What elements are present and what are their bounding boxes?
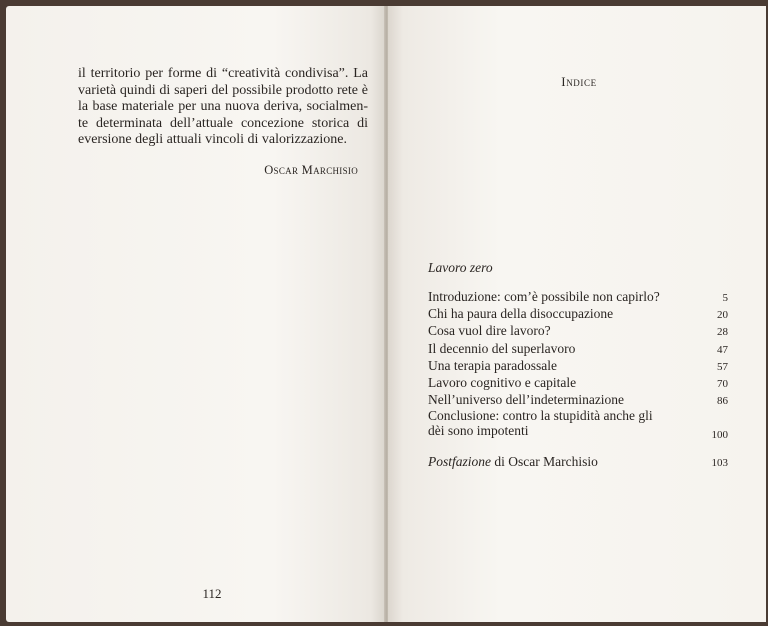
toc-entry bbox=[428, 341, 728, 358]
toc-entry-label: Chi ha paura della disoccupazione bbox=[428, 306, 614, 322]
toc-entry-label: Cosa vuol dire lavoro? bbox=[428, 323, 551, 339]
section-title: Lavoro zero bbox=[428, 260, 493, 275]
toc-entry-label bbox=[428, 454, 598, 469]
toc-entry-page: 100 bbox=[711, 429, 728, 442]
toc-entry-page: 86 bbox=[717, 395, 728, 408]
toc-entry bbox=[428, 358, 728, 375]
toc-entry-label: Lavoro cognitivo e capitale bbox=[428, 374, 577, 390]
index-heading bbox=[520, 74, 638, 90]
toc-entry-page: 103 bbox=[711, 457, 728, 469]
right-page bbox=[388, 6, 766, 622]
toc-entry-page: 70 bbox=[717, 377, 728, 390]
toc-entry-page: 47 bbox=[717, 343, 728, 356]
paragraph-line: te determinata dell’attuale concezione storica di bbox=[78, 115, 368, 131]
toc-entry bbox=[428, 323, 728, 340]
toc-entry-label: Introduzione: com’è possibile non capirlo? bbox=[428, 289, 660, 304]
author-signature bbox=[264, 163, 358, 178]
toc-entry bbox=[428, 289, 728, 306]
page-number: 112 bbox=[202, 586, 222, 601]
signature-text: Oscar Marchisio bbox=[264, 163, 358, 177]
toc-entry bbox=[428, 375, 728, 392]
toc-entry-label: Il decennio del superlavoro bbox=[428, 340, 576, 356]
postfazione-author: di Oscar Marchisio bbox=[491, 454, 598, 469]
postfazione-title: Postfazione bbox=[428, 454, 491, 469]
paragraph-line: la base materiale per una nuova deriva, socialmen- bbox=[78, 99, 368, 114]
index-heading-text: Indice bbox=[561, 74, 597, 89]
closing-paragraph bbox=[78, 66, 368, 149]
paragraph-line: eversione degli attuali vincoli di valorizzazione. bbox=[78, 132, 348, 147]
toc-entry-page: 20 bbox=[717, 309, 728, 322]
toc-entry-page: 28 bbox=[717, 326, 728, 339]
toc-entry-label: Conclusione: contro la stupidità anche gli dèi sono impotenti bbox=[428, 408, 653, 438]
toc-entry bbox=[428, 392, 728, 409]
toc-entry-postfazione bbox=[428, 454, 728, 470]
toc-entry-page: 5 bbox=[722, 292, 728, 304]
paragraph-line: varietà quindi di saperi del possibile prodotto rete è bbox=[78, 82, 368, 98]
paragraph-line: il territorio per forme di “creatività condivisa”. La bbox=[78, 66, 368, 81]
toc-entry-label: Nell’universo dell’indeterminazione bbox=[428, 392, 625, 408]
toc-entry bbox=[428, 306, 728, 323]
toc-entry bbox=[428, 409, 728, 445]
left-page bbox=[6, 6, 386, 622]
toc-entry-page: 57 bbox=[717, 360, 728, 373]
table-of-contents bbox=[428, 289, 728, 445]
toc-entry-label: Una terapia paradossale bbox=[428, 357, 557, 373]
